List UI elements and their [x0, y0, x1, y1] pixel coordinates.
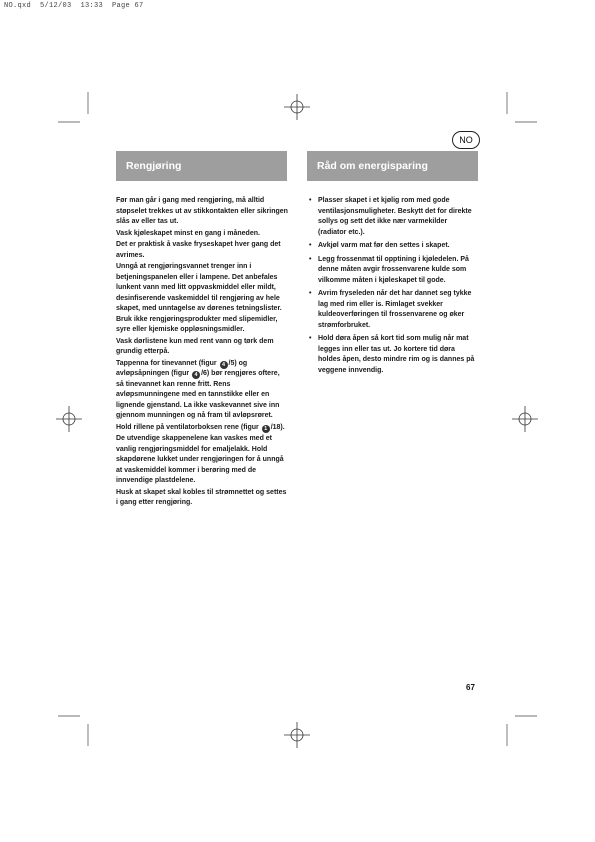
text: Tappenna for tinevannet (figur [116, 359, 219, 367]
print-slug: NO.qxd 5/12/03 13:33 Page 67 [4, 2, 144, 10]
list-item-text: Legg frossenmat til opptining i kjøledelen. På denne måten avgir frossenvarene kulde som vilkomme måten i kjøleskapet til gode. [318, 255, 469, 284]
cleaning-text [116, 196, 288, 510]
list-item-text: Hold døra åpen så kort tid som mulig når mat legges inn eller tas ut. Jo kortere tid døra holdes åpen, desto mindre rim og is dannes på veggene innvendig. [318, 335, 475, 374]
paragraph: Før man går i gang med rengjøring, må alltid støpselet trekkes ut av stikkontakten eller sikringen slås av eller tas ut. [116, 197, 288, 225]
paragraph: Vask kjøleskapet minst en gang i måneden. [116, 229, 260, 237]
paragraph [116, 423, 288, 434]
list-item [309, 255, 475, 287]
paragraph: Husk at skapet skal kobles til strømnettet og settes i gang etter rengjøring. [116, 488, 287, 506]
language-badge: NO [452, 131, 480, 149]
bullet-icon: • [309, 290, 312, 297]
list-item-text: Avkjøl varm mat før den settes i skapet. [318, 242, 450, 249]
list-item [309, 241, 475, 252]
energy-tips-list [309, 196, 475, 379]
text: /6) bør rengjøres oftere, så tinevannet kan renne fritt. Rens avløpsmunningene med en tannstikke eller en lignende gjenstand. La ikke vaskevannet sive inn gjennom munningen og nå fram til avløpsrøret. [116, 370, 280, 419]
figure-ref-icon: 1 [262, 425, 270, 433]
bullet-icon: • [309, 335, 312, 342]
list-item [309, 196, 475, 238]
paragraph: Det er praktisk å vaske fryseskapet hver gang det avrimes. [116, 241, 281, 259]
list-item-text: Avrim fryseleden når det har dannet seg tykke lag med rim eller is. Rimlaget svekker kuldeoverføringen til frossenvarene og øker strømforbruket. [318, 290, 472, 329]
list-item [309, 334, 475, 376]
paragraph: Vask dørlistene kun med rent vann og tørk dem grundig etterpå. [116, 337, 274, 355]
bullet-icon: • [309, 255, 312, 263]
figure-ref-icon: 4 [192, 371, 200, 379]
text: Hold rillene på ventilatorboksen rene (figur [116, 423, 261, 431]
figure-ref-icon: 4 [220, 361, 228, 369]
text: /18). [270, 423, 285, 431]
bullet-icon: • [309, 197, 312, 204]
paragraph: Unngå at rengjøringsvannet trenger inn i betjeningspanelen eller i lampene. Det anbefales lunkent vann med litt oppvaskmiddel eller mildt, desinfiserende vaskemiddel til rengjøring av hele skapet, med unntagelse av dørenes tetningslister. Bruk ikke rengjøringsprodukter med slipemidler, syre eller kjemiske oppløsningsmidler. [116, 263, 282, 333]
paragraph [116, 359, 288, 422]
section-heading-cleaning: Rengjøring [116, 151, 287, 181]
text: /5) og avløpsåpningen (figur [116, 359, 248, 377]
list-item [309, 289, 475, 331]
bullet-icon: • [309, 242, 312, 249]
paragraph: De utvendige skappenelene kan vaskes med et vanlig rengjøringsmiddel for emaljelakk. Hold skapdørene lukket under rengjøringen for å unngå at vaskemiddel kommer i berøring med de innvendige plastdelene. [116, 435, 284, 484]
section-heading-energy-saving: Råd om energisparing [307, 151, 478, 181]
list-item-text: Plasser skapet i et kjølig rom med gode ventilasjonsmuligheter. Beskytt det for direkte sollys og sett det ikke nær varmekilder (radiator etc.). [318, 197, 472, 236]
page-number: 67 [466, 683, 475, 692]
